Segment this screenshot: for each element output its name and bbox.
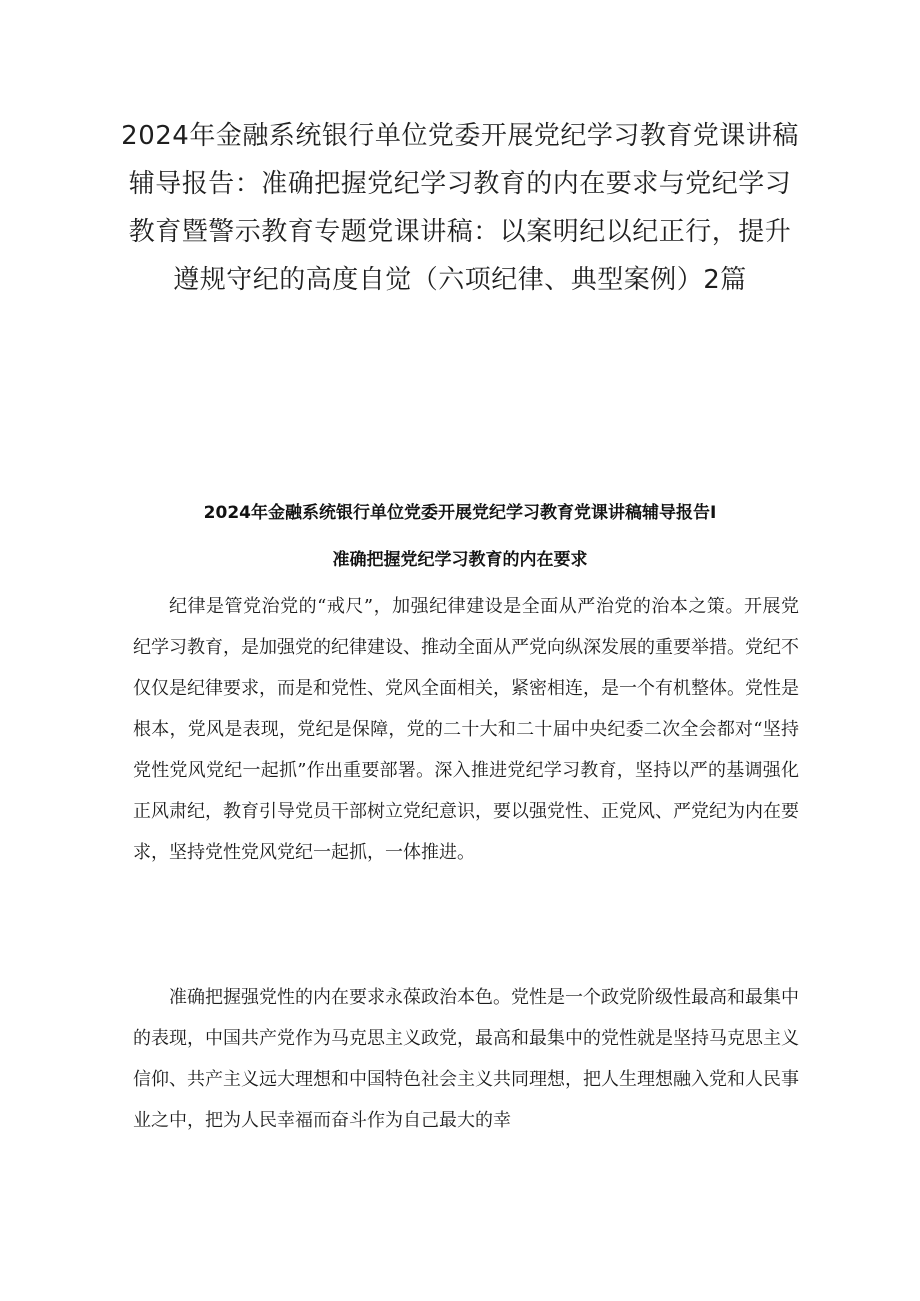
document-title: 2024年金融系统银行单位党委开展党纪学习教育党课讲稿辅导报告：准确把握党纪学习教育的内在要求与党纪学习教育暨警示教育专题党课讲稿：以案明纪以纪正行，提升遵规守纪的高度自觉（六项纪律、典型案例）2篇 — [121, 121, 799, 295]
section-title-line-1: 2024年金融系统银行单位党委开展党纪学习教育党课讲稿辅导报告I — [203, 503, 717, 523]
body-paragraph-2: 准确把握强党性的内在要求永葆政治本色。党性是一个政党阶级性最高和最集中的表现，中国共产党作为马克思主义政党，最高和最集中的党性就是坚持马克思主义信仰、共产主义远大理想和中国特色社会主义共同理想，把人生理想融入党和人民事业之中，把为人民幸福而奋斗作为自己最大的幸 — [133, 987, 799, 1131]
body-paragraph-1: 纪律是管党治党的“戒尺”，加强纪律建设是全面从严治党的治本之策。开展党纪学习教育，是加强党的纪律建设、推动全面从严党向纵深发展的重要举措。党纪不仅仅是纪律要求，而是和党性、党风全面相关，紧密相连，是一个有机整体。党性是根本，党风是表现，党纪是保障，党的二十大和二十届中央纪委二次全会都对“坚持党性党风党纪一起抓”作出重要部署。深入推进党纪学习教育，坚持以严的基调强化正风肃纪，教育引导党员干部树立党纪意识，要以强党性、正党风、严党纪为内在要求，坚持党性党风党纪一起抓，一体推进。 — [133, 596, 799, 863]
section-title-line-2: 准确把握党纪学习教育的内在要求 — [332, 550, 588, 570]
